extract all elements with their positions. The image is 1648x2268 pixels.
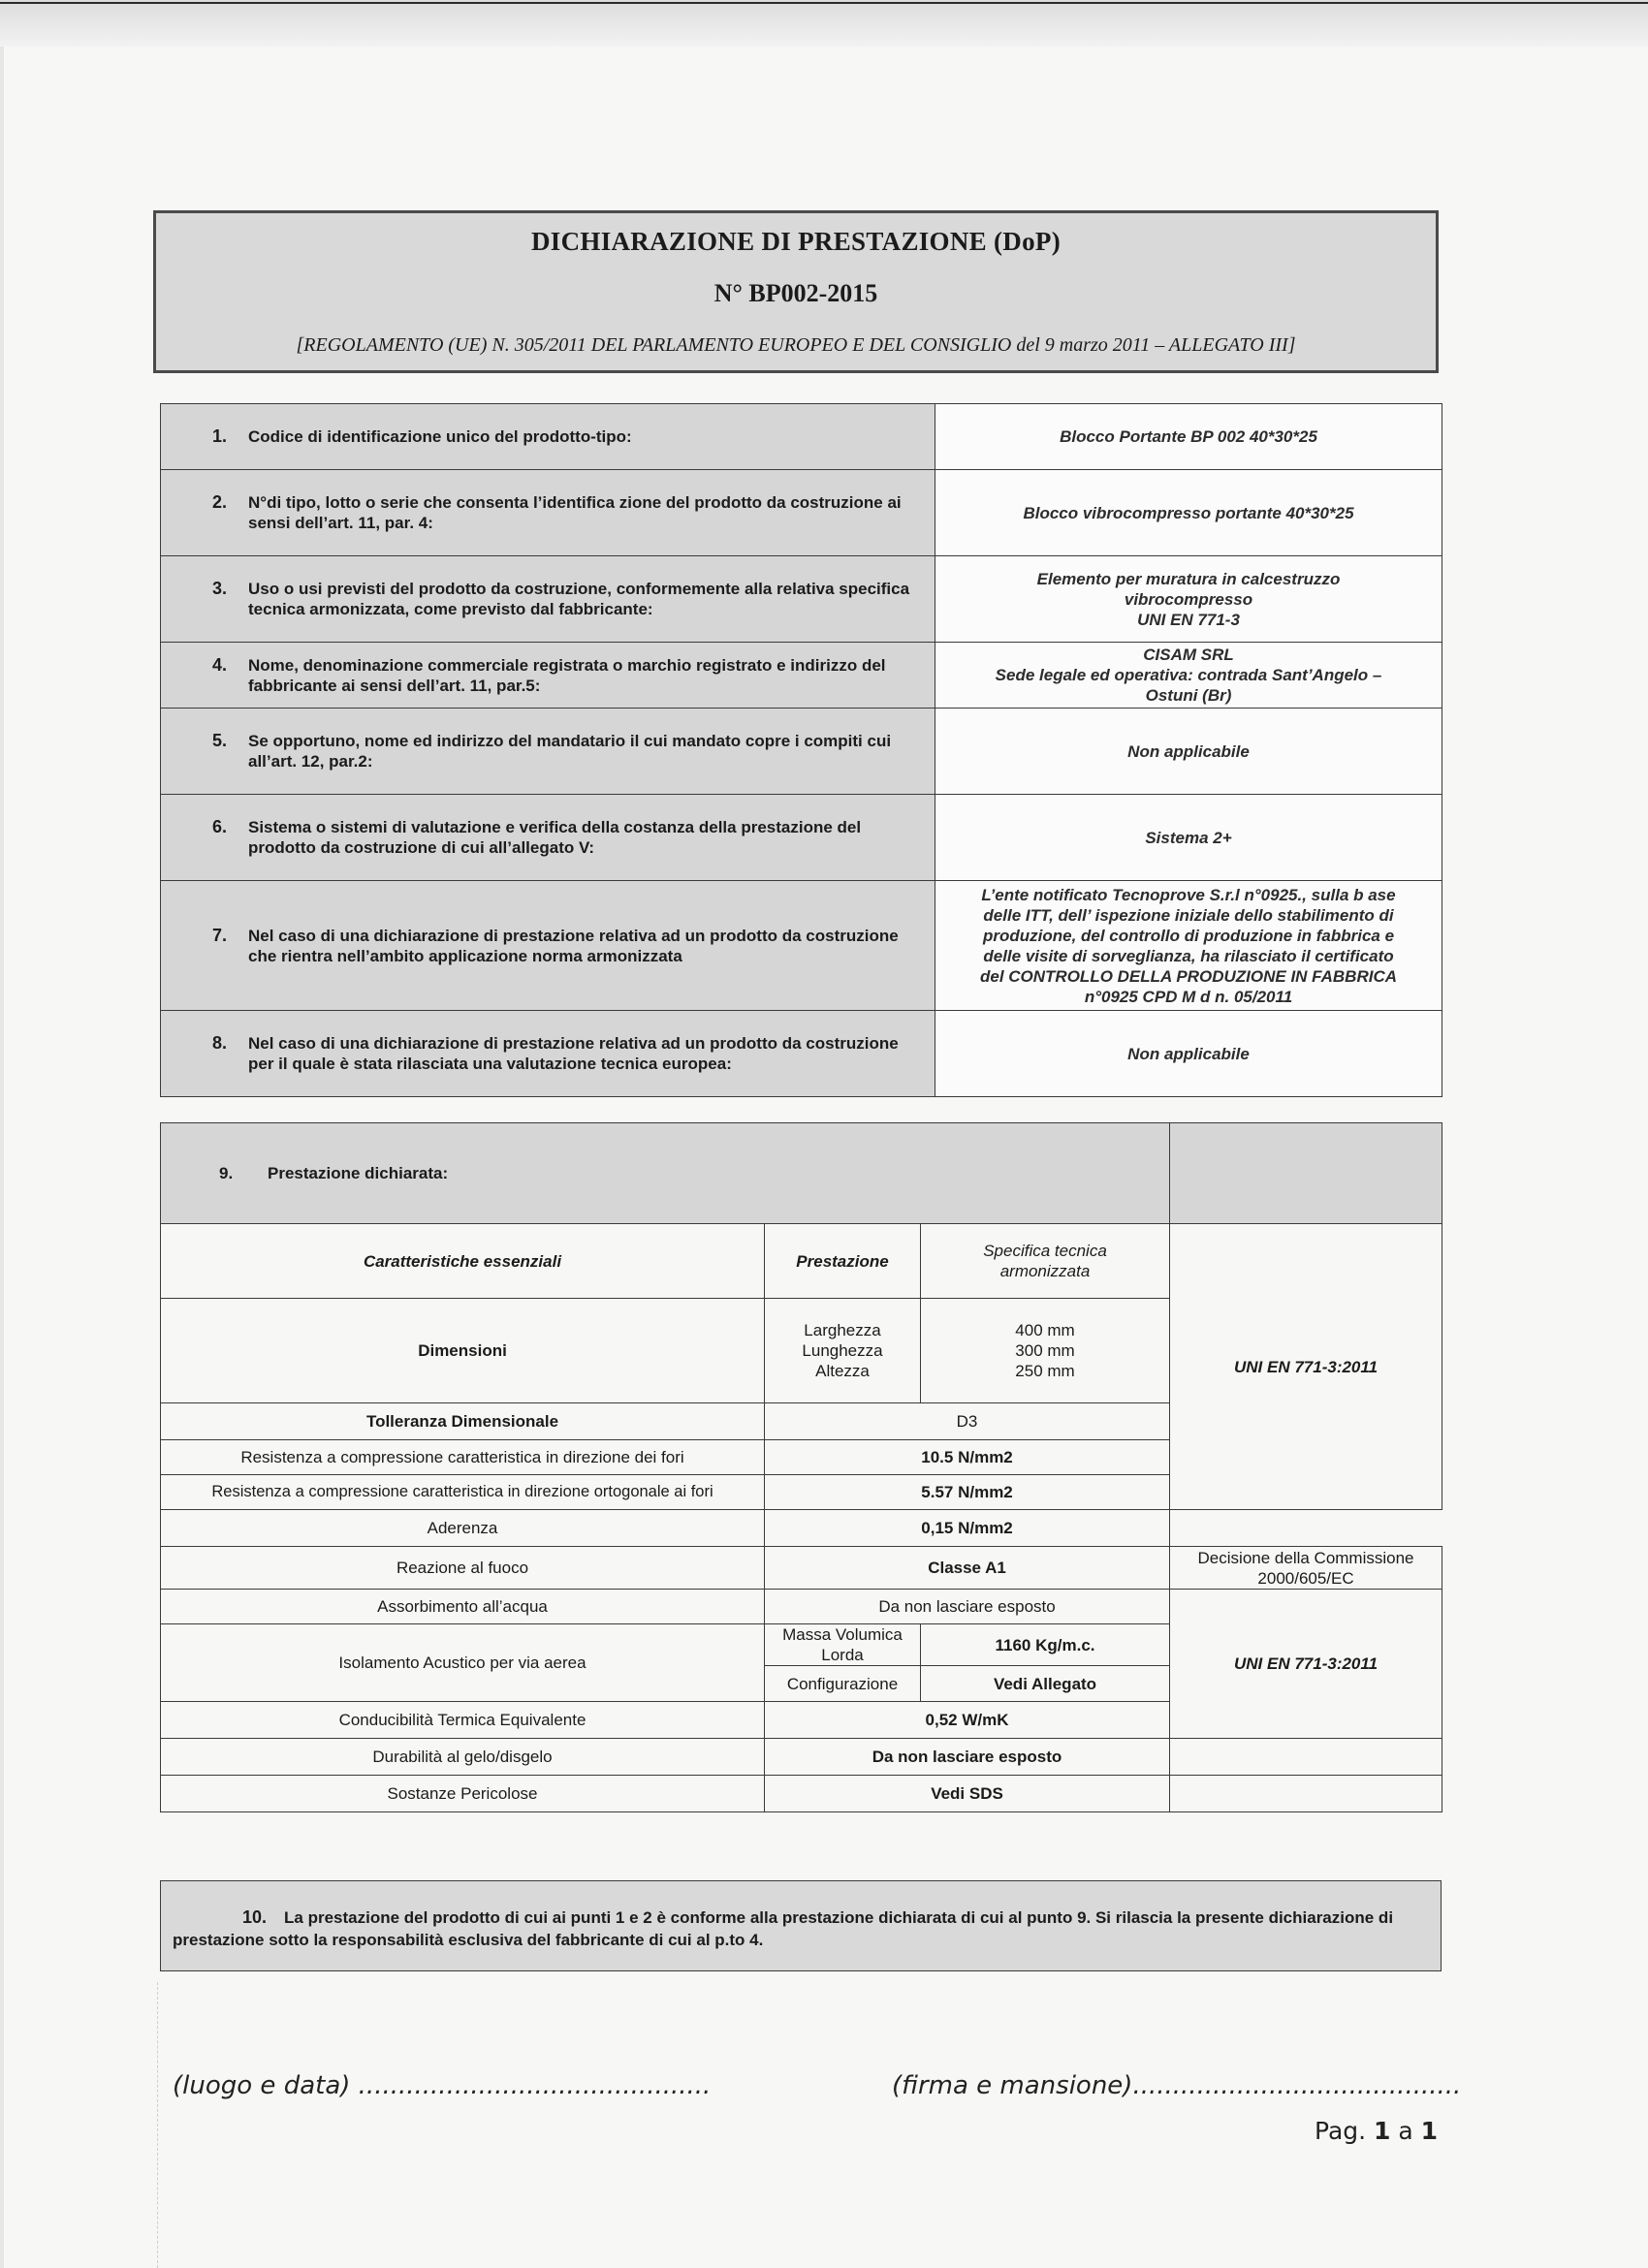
section-answer-line: Non applicabile [1127,1044,1250,1063]
water-absorption-value: Da non lasciare esposto [765,1590,1170,1624]
col-header-performance: Prestazione [765,1224,921,1299]
section9-number: 9. [219,1164,234,1182]
section-question-cell [161,709,935,795]
adhesion-label: Aderenza [161,1510,765,1547]
section-answer-line: delle visite di sorveglianza, ha rilasciato il certificato [983,946,1394,965]
durability-value: Da non lasciare esposto [765,1739,1170,1776]
section-answer-line: vibrocompresso [1124,589,1253,609]
acoustic-config-value: Vedi Allegato [921,1666,1170,1702]
section-row [161,470,1442,556]
acoustic-mass-label: Massa Volumica Lorda [765,1624,921,1666]
section-number: 5. [211,731,227,750]
durability-label: Durabilità al gelo/disgelo [161,1739,765,1776]
section-row [161,709,1442,795]
compression-orthogonal-label: Resistenza a compressione caratteristica in direzione ortogonale ai fori [161,1475,765,1510]
section-answer-cell [935,795,1442,881]
section-answer-line: L’ente notificato Tecnoprove S.r.l n°0925., sulla b ase [981,885,1396,904]
section-answer-cell [935,470,1442,556]
acoustic-config-label: Configurazione [765,1666,921,1702]
water-absorption-label: Assorbimento all’acqua [161,1590,765,1624]
performance-table [160,1122,1442,1812]
section9-title: Prestazione dichiarata: [268,1164,449,1182]
section-row [161,795,1442,881]
section-question: Nome, denominazione commerciale registrata o marchio registrato e indirizzo del fabbricante ai sensi dell’art. 11, par.5: [248,655,886,695]
dimension-length-label: Lunghezza [802,1341,883,1360]
tolerance-value: D3 [765,1403,1170,1440]
dimensions-values [921,1299,1170,1403]
page-separator: a [1390,2117,1421,2145]
page-prefix: Pag. [1315,2117,1375,2145]
fire-reaction-spec: Decisione della Commissione 2000/605/EC [1170,1547,1442,1590]
section-question-cell [161,404,935,470]
acoustic-mass-value: 1160 Kg/m.c. [921,1624,1170,1666]
section10-conformity [160,1880,1442,1971]
scan-margin-line [157,1982,158,2268]
section-answer-line: del CONTROLLO DELLA PRODUZIONE IN FABBRICA [979,966,1398,986]
section-question: Codice di identificazione unico del prodotto-tipo: [248,427,632,446]
col-header-spec: Specifica tecnica armonizzata [921,1224,1170,1299]
page-number [1315,2117,1438,2145]
section9-header-blank [1170,1123,1442,1224]
col-header-characteristics: Caratteristiche essenziali [161,1224,765,1299]
section-question: Nel caso di una dichiarazione di prestazione relativa ad un prodotto da costruzione che rientra nell’ambito applicazione norma armonizzata [248,926,899,965]
section-question: Sistema o sistemi di valutazione e verifica della costanza della prestazione del prodotto da costruzione di cui all’allegato V: [248,818,862,857]
thermal-value: 0,52 W/mK [765,1702,1170,1739]
section-number: 7. [211,925,227,945]
section-answer-line: Sede legale ed operativa: contrada Sant’Angelo – [995,666,1382,684]
section10-number: 10. [242,1907,268,1927]
section-question: N°di tipo, lotto o serie che consenta l’identifica zione del prodotto da costruzione ai sensi dell’art. 11, par. 4: [248,493,902,532]
section-answer-cell [935,556,1442,643]
section-row [161,556,1442,643]
section-answer-line: Ostuni (Br) [1145,686,1232,705]
page-current: 1 [1374,2117,1391,2145]
section-question-cell [161,881,935,1011]
adhesion-value: 0,15 N/mm2 [765,1510,1170,1547]
dangerous-substances-value: Vedi SDS [765,1776,1170,1812]
section-question-cell [161,643,935,709]
dimension-width-value: 400 mm [1015,1321,1075,1339]
section-number: 6. [211,817,227,836]
section-question: Nel caso di una dichiarazione di prestazione relativa ad un prodotto da costruzione per il quale è stata rilasciata una valutazione tecnica europea: [248,1034,899,1073]
regulation-reference: [REGOLAMENTO (UE) N. 305/2011 DEL PARLAMENTO EUROPEO E DEL CONSIGLIO del 9 marzo 2011 – ALLEGATO III] [296,334,1296,356]
dangerous-spec-blank [1170,1776,1442,1812]
section-answer-cell [935,709,1442,795]
dimensions-names [765,1299,921,1403]
tolerance-label: Tolleranza Dimensionale [161,1403,765,1440]
scan-top-edge [0,0,1648,47]
section-question-cell [161,470,935,556]
section-number: 1. [211,426,227,446]
section-answer-line: UNI EN 771-3 [1137,610,1240,629]
page-total: 1 [1420,2117,1439,2145]
section-answer-line: produzione, del controllo di produzione in fabbrica e [982,926,1395,945]
section-row [161,404,1442,470]
dimension-width-label: Larghezza [804,1321,881,1339]
section-number: 3. [211,579,227,598]
scan-left-edge [0,47,4,2268]
section-answer-line: delle ITT, dell’ ispezione iniziale dello stabilimento di [983,905,1394,925]
compression-holes-value: 10.5 N/mm2 [765,1440,1170,1475]
section-question-cell [161,556,935,643]
document-number: N° BP002-2015 [713,279,878,307]
section-answer-line: CISAM SRL [1143,646,1234,664]
spec-uni-en-771-3-b: UNI EN 771-3:2011 [1170,1590,1442,1739]
dimension-length-value: 300 mm [1015,1341,1075,1360]
section-answer-line: Blocco vibrocompresso portante 40*30*25 [1023,503,1354,522]
section-answer-cell [935,404,1442,470]
document-header [153,210,1439,373]
dimension-height-label: Altezza [815,1362,870,1380]
section-answer-cell [935,643,1442,709]
fire-reaction-label: Reazione al fuoco [161,1547,765,1590]
section-answer-cell [935,1011,1442,1097]
section-question: Se opportuno, nome ed indirizzo del mandatario il cui mandato copre i compiti cui all’art. 12, par.2: [248,732,892,771]
declaration-info-table [160,403,1442,1097]
section-row [161,881,1442,1011]
acoustic-label: Isolamento Acustico per via aerea [161,1624,765,1702]
section-answer-line: Blocco Portante BP 002 40*30*25 [1060,427,1317,446]
compression-orthogonal-value: 5.57 N/mm2 [765,1475,1170,1510]
dimension-height-value: 250 mm [1015,1362,1075,1380]
signature-role-field: (firma e mansione)......................................... [892,2071,1462,2100]
section-answer-line: Non applicabile [1127,741,1250,761]
section-row [161,1011,1442,1097]
section-answer-line: Elemento per muratura in calcestruzzo [1036,569,1341,588]
section-number: 2. [211,492,227,512]
section-question-cell [161,1011,935,1097]
fire-reaction-value: Classe A1 [765,1547,1170,1590]
section9-header [161,1123,1170,1224]
compression-holes-label: Resistenza a compressione caratteristica in direzione dei fori [161,1440,765,1475]
section-answer-line: n°0925 CPD M d n. 05/2011 [1084,987,1293,1006]
section-question: Uso o usi previsti del prodotto da costruzione, conformemente alla relativa specifica tecnica armonizzata, come previsto dal fabbricante: [248,580,910,618]
document-title: DICHIARAZIONE DI PRESTAZIONE (DoP) [530,227,1061,256]
section10-text: La prestazione del prodotto di cui ai punti 1 e 2 è conforme alla prestazione dichiarata di cui al punto 9. Si rilascia la presente dichiarazione di prestazione sotto la responsabilità esclusiva del fabbricante di cui al p.to 4. [173,1908,1394,1949]
section-row [161,643,1442,709]
thermal-label: Conducibilità Termica Equivalente [161,1702,765,1739]
section-answer-line: Sistema 2+ [1145,828,1232,847]
dangerous-substances-label: Sostanze Pericolose [161,1776,765,1812]
durability-spec-blank [1170,1739,1442,1776]
section-number: 4. [211,654,227,675]
section-number: 8. [211,1033,227,1053]
spec-uni-en-771-3-a: UNI EN 771-3:2011 [1170,1224,1442,1510]
dimensions-label: Dimensioni [161,1299,765,1403]
section-answer-cell [935,881,1442,1011]
place-date-field: (luogo e data) ............................................ [173,2071,712,2100]
section-question-cell [161,795,935,881]
